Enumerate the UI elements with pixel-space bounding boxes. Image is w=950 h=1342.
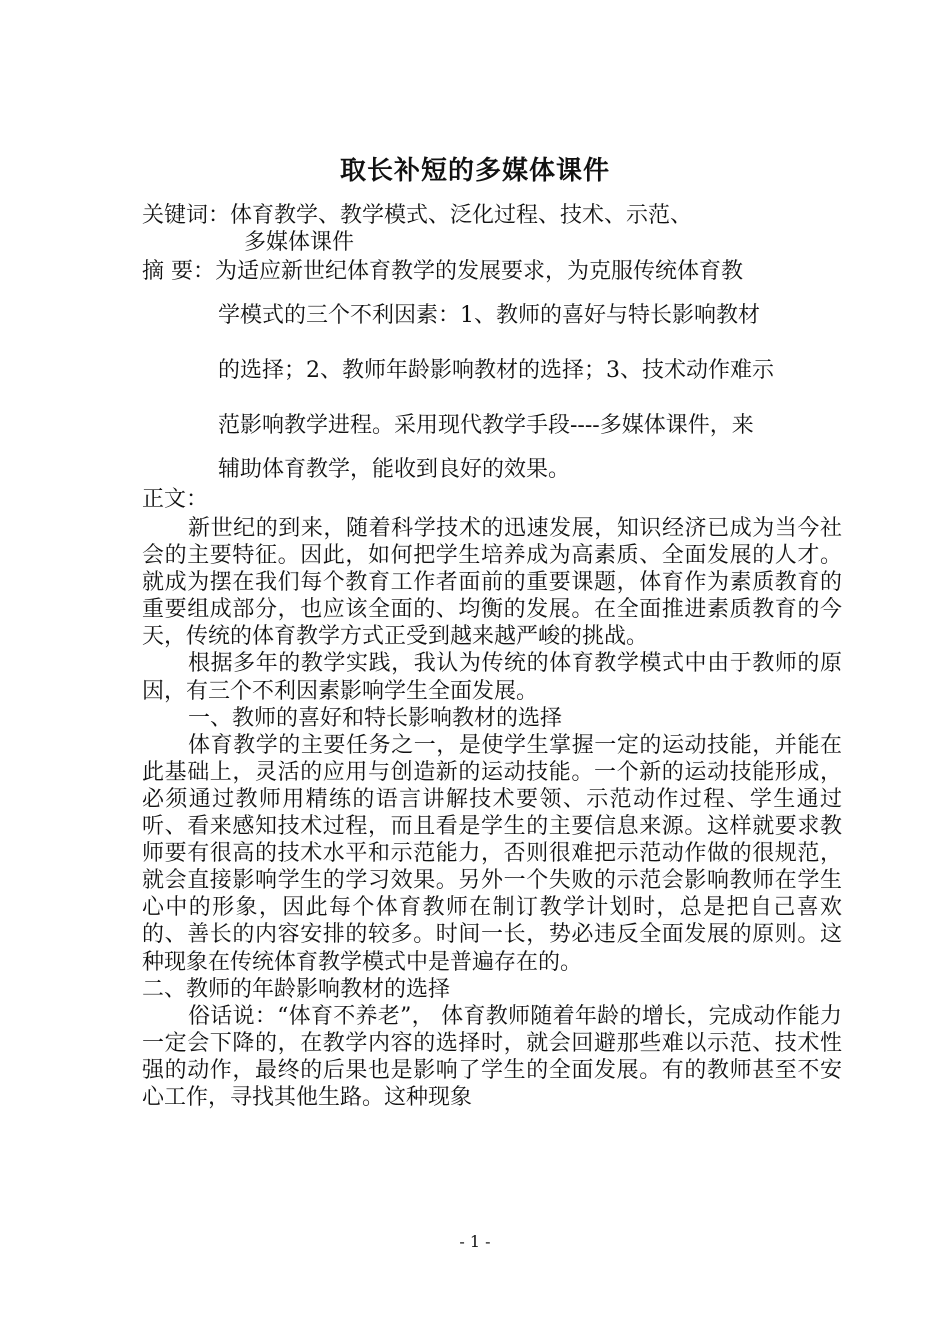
- paragraph-4: 俗话说：“体育不养老”， 体育教师随着年龄的增长，完成动作能力一定会下降的，在教学内容的选择时，就会回避那些难以示范、技术性强的动作，最终的后果也是影响了学生的全面发展。有的教师甚至不安心工作，寻找其他生路。这种现象: [142, 1003, 842, 1110]
- abstract-line-5: 辅助体育教学，能收到良好的效果。: [218, 457, 571, 482]
- abstract-line-3: 的选择；2、教师年龄影响教材的选择；3、技术动作难示: [218, 358, 774, 383]
- keywords-line-1: 关键词：体育教学、教学模式、泛化过程、技术、示范、: [142, 203, 693, 228]
- section-heading-1: 一、教师的喜好和特长影响教材的选择: [188, 705, 563, 731]
- keywords-line-2: 多媒体课件: [244, 230, 355, 255]
- paragraph-2: 根据多年的教学实践，我认为传统的体育教学模式中由于教师的原因，有三个不利因素影响学生全面发展。: [142, 651, 842, 704]
- abstract-line-4: 范影响教学进程。采用现代教学手段----多媒体课件，来: [218, 413, 754, 438]
- abstract-line-1: 摘 要：为适应新世纪体育教学的发展要求，为克服传统体育教: [142, 259, 743, 284]
- document-title: 取长补短的多媒体课件: [339, 156, 610, 186]
- body-text: [142, 515, 842, 1111]
- page-number: - 1 -: [459, 1232, 491, 1251]
- body-heading: 正文：: [142, 487, 209, 512]
- paragraph-3: 体育教学的主要任务之一，是使学生掌握一定的运动技能，并能在此基础上，灵活的应用与创造新的运动技能。一个新的运动技能形成，必须通过教师用精练的语言讲解技术要领、示范动作过程、学生通过听、看来感知技术过程，而且看是学生的主要信息来源。这样就要求教师要有很高的技术水平和示范能力，否则很难把示范动作做的很规范，就会直接影响学生的学习效果。另外一个失败的示范会影响教师在学生心中的形象，因此每个体育教师在制订教学计划时，总是把自己喜欢的、善长的内容安排的较多。时间一长，势必违反全面发展的原则。这种现象在传统体育教学模式中是普遍存在的。: [142, 732, 842, 975]
- paragraph-1: 新世纪的到来，随着科学技术的迅速发展，知识经济已成为当今社会的主要特征。因此，如何把学生培养成为高素质、全面发展的人才。就成为摆在我们每个教育工作者面前的重要课题，体育作为素质教育的重要组成部分，也应该全面的、均衡的发展。在全面推进素质教育的今天，传统的体育教学方式正受到越来越严峻的挑战。: [142, 516, 842, 650]
- section-heading-2: 二、教师的年龄影响教材的选择: [142, 976, 451, 1002]
- abstract-line-2: 学模式的三个不利因素：1、教师的喜好与特长影响教材: [218, 303, 760, 328]
